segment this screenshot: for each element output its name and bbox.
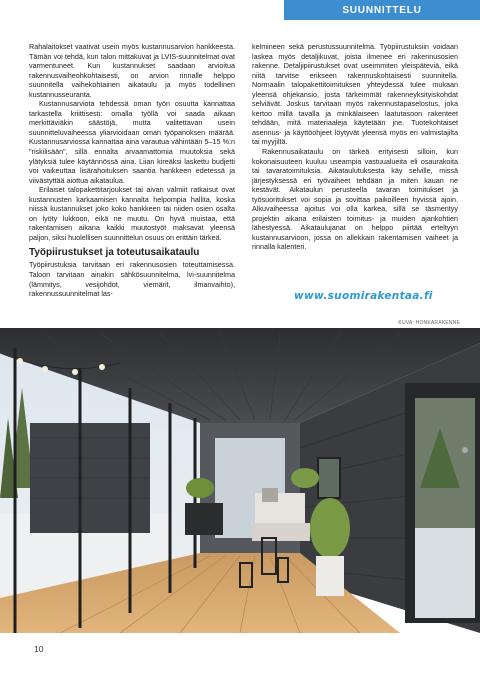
- paragraph: Kustannusarviota tehdessä oman työn osuutta kannattaa tarkastella kriittisesti: omalla työllä voi saada aikaan merkittäviäkin säästöjä, mutta valitettavan usein suunnitteluvaiheessa yliarvioidaan oman työpanoksen määrää. Kustannusarviossa kannattaa aina varautua vähintään 5–15 %:n "riskilisään", sillä ennalta arvaamattomia muutoksia sekä ylätyksiä tulee käytännössä aina. Liian kireäksi laskettu budjetti voi vaikeuttaa lisärahoituksen saantia hankkeen edetessä ja viivästyttää aiottua aikataulua.: [29, 99, 235, 185]
- photo-credit: KUVA: HONKARAKENNE: [398, 320, 460, 326]
- paragraph: Rakennusaikataulu on tärkeä erityisesti silloin, kun kokonaisuuteen kuuluu useampia vastuualueita eli osaurakoita tai tavaratoimituksia. Aikataulutuksesta käy selville, missä järjestyksessä eri työvaiheet tehdään ja miten kauan ne kestävät. Aikataulun perusteella tavaran toimitukset ja työsuoritukset voi sopia ja sovittaa paikoilleen hyvissä ajoin. Alkuvaiheessa ajoitus voi olla karkea, sillä se täsmentyy projektin aikana erilaisten toimitus- ja muiden ajankohtien lähestyessä. Aikataulujanat on helppo piirtää erteltyyn kustannusarvioon, jossa on allekkain rakentamisen vaiheet ja rinnalla kalenteri.: [252, 147, 458, 252]
- section-banner: [284, 0, 480, 20]
- left-text-column: [29, 42, 235, 299]
- section-heading: Työpiirustukset ja toteutusaikataulu: [29, 247, 200, 259]
- right-text-column: [252, 42, 458, 252]
- paragraph: Työpiirustuksia tarvitaan eri rakennusosien toteuttamisessa. Taloon tarvitaan ainakin sähkösuunnitelma, lvi-suunnitelma (lämmitys, vesijohdot, viemärit, ilmanvaihto), rakennussuunnitelmat las-: [29, 260, 235, 299]
- paragraph: Rahalaitokset vaativat usein myös kustannusarvion hankkeesta. Tämän voi tehdä, kun talon mittakuvat ja LVIS-suunnitelmat ovat varmentuneet. Kun kustannukset saadaan arvioitua rakennusvaiheohkohtaisesti, on arvion rinnalle helppo suunnitella vaihekohtainen aikataulu ja myös todellinen kustannusseuranta.: [29, 42, 235, 99]
- porch-photo: [0, 328, 480, 633]
- paragraph: kelmineen sekä perustussuunnitelma. Työpiirustuksiin voidaan laskea myös detaljikuvat, joista ilmenee eri rakennusosien rakenne. Detaljipiirustukset ovat useimmiten yleispäteviä, eikä niitä tarvitse erikseen rakennuskohtaisesti suunnitella. Normaalin talopakettitoimituksen yhteydessä tulee mukaan yleensä ohjekansio, josta tärkeimmät rakenneyksityiskohdat selviävät. Joskus tarvitaan myös rakennustapaselostus, joka kertoo millä tavalla ja minkälaiseen laatutasoon rakenteet tehdään, mitä materiaaleja käytetään jne. Tuotekohtaiset asennus- ja käyttöohjeet löytyvät yleensä myös eri valmistajilta tai myyjiltä.: [252, 42, 458, 147]
- section-banner-label: SUUNNITTELU: [342, 4, 422, 16]
- paragraph: Erilaiset talopakettitarjoukset tai aivan valmiit ratkaisut ovat kustannusten karkaamisen kannalta helpompia hallita, koska niissä kustannukset joko koko hankkeen tai niiden osien osalta on lyöty lukkoon, eikä ne muutu. On hyvä muistaa, että rakentamisen aikana kaikki muutostyöt maksavat yleensä paljon, siksi huolellisen suunnittelun osuus on erittäin tärkeä.: [29, 185, 235, 242]
- page-number: 10: [34, 644, 44, 654]
- website-link[interactable]: www.suomirakentaa.fi: [294, 290, 433, 302]
